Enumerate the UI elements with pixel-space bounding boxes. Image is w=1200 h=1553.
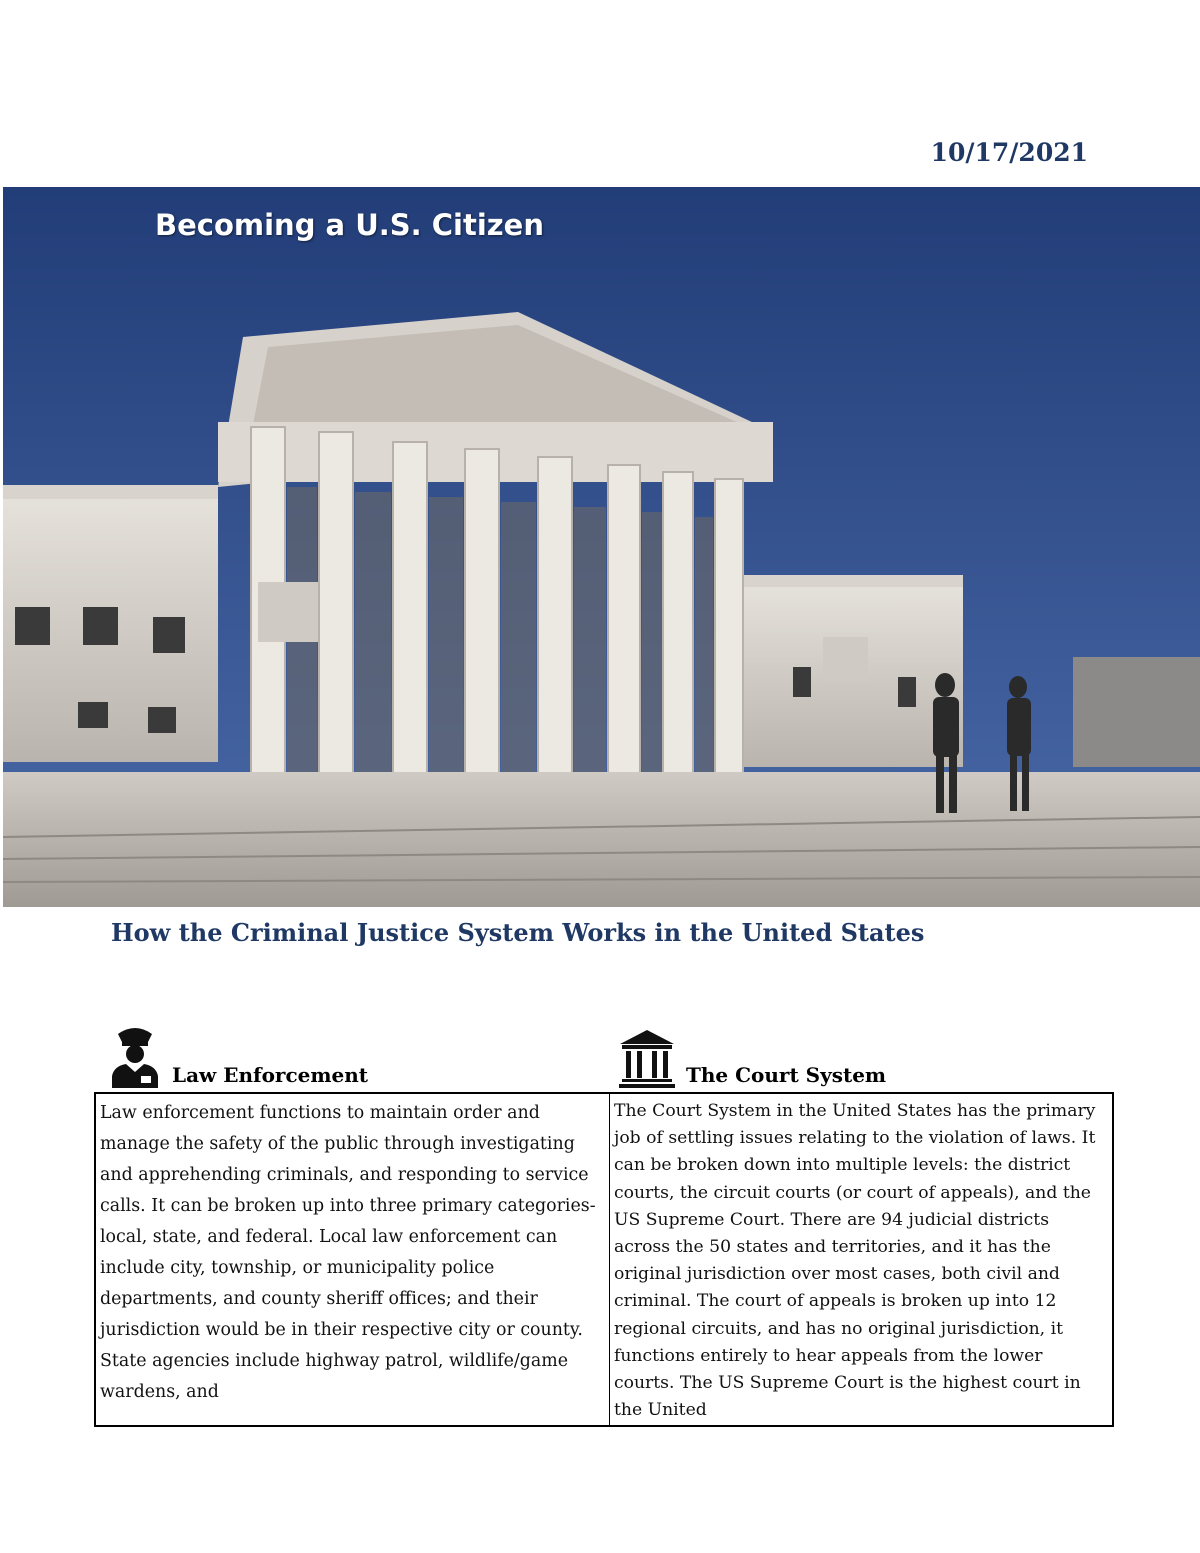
court-system-label: The Court System — [686, 1063, 887, 1087]
law-enforcement-heading — [108, 1018, 368, 1088]
hero-title: Becoming a U.S. Citizen — [155, 208, 544, 242]
supreme-court-photo — [3, 187, 1200, 907]
page-headline: How the Criminal Justice System Works in the United States — [111, 918, 925, 947]
hero-image — [3, 187, 1200, 907]
law-enforcement-label: Law Enforcement — [172, 1063, 369, 1087]
court-system-heading — [618, 1018, 886, 1088]
law-enforcement-text: Law enforcement functions to maintain order and manage the safety of the public through investigating and apprehending criminals, and responding to service calls. It can be broken up into three primary categories- local, state, and federal. Local law enforcement can include city, township, or municipality police departments, and county sheriff offices; and their jurisdiction would be in their respective city or county. State agencies include highway patrol, wildlife/game wardens, and — [96, 1094, 610, 1425]
police-officer-icon — [108, 1024, 162, 1088]
comparison-table — [94, 1092, 1114, 1427]
document-date: 10/17/2021 — [930, 138, 1088, 167]
court-system-text: The Court System in the United States has the primary job of settling issues relating to the violation of laws. It can be broken down into multiple levels: the district courts, the circuit courts (or court of appeals), and the US Supreme Court. There are 94 judicial districts across the 50 states and territories, and it has the original jurisdiction over most cases, both civil and criminal. The court of appeals is broken up into 12 regional circuits, and has no original jurisdiction, it functions entirely to hear appeals from the lower courts. The US Supreme Court is the highest court in the United — [614, 1101, 1096, 1421]
courthouse-icon — [618, 1028, 676, 1088]
